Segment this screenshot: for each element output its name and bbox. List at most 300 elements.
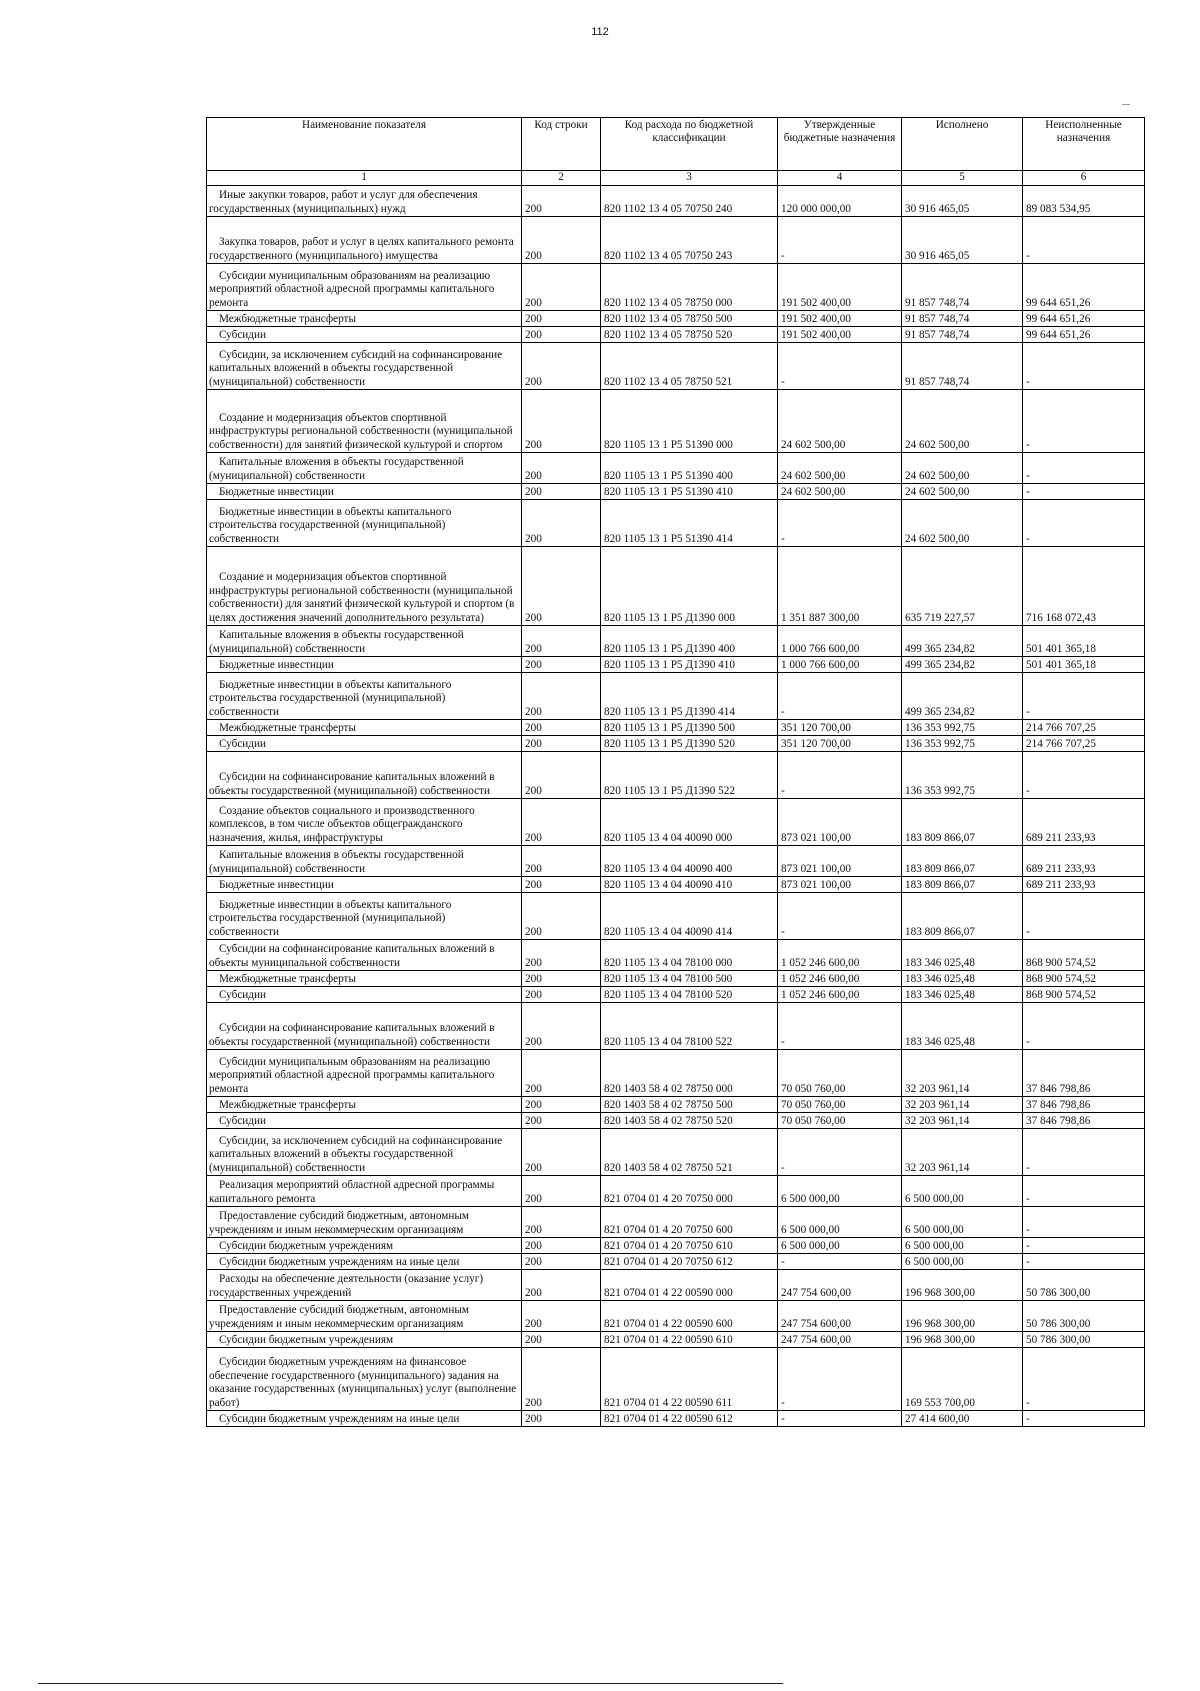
expense-code-cell: 821 0704 01 4 20 70750 600 (601, 1207, 778, 1238)
approved-cell: 873 021 100,00 (778, 846, 902, 877)
unexecuted-cell: 37 846 798,86 (1023, 1113, 1145, 1129)
approved-cell: 24 602 500,00 (778, 390, 902, 453)
indicator-label: Бюджетные инвестиции (219, 878, 334, 891)
executed-cell: 183 809 866,07 (902, 799, 1023, 846)
unexecuted-cell: - (1023, 1207, 1145, 1238)
executed-cell: 27 414 600,00 (902, 1411, 1023, 1427)
name-cell (207, 327, 522, 343)
expense-code-cell: 820 1105 13 1 P5 51390 400 (601, 453, 778, 484)
unexecuted-cell: 689 211 233,93 (1023, 846, 1145, 877)
executed-cell: 24 602 500,00 (902, 390, 1023, 453)
indicator-label: Субсидии бюджетным учреждениям (219, 1239, 394, 1252)
name-cell (207, 1113, 522, 1129)
unexecuted-cell: - (1023, 1129, 1145, 1176)
name-cell (207, 1332, 522, 1348)
budget-execution-table (206, 117, 1145, 1427)
executed-cell: 32 203 961,14 (902, 1097, 1023, 1113)
line-code-cell: 200 (522, 1238, 601, 1254)
line-code-cell: 200 (522, 1113, 601, 1129)
name-cell (207, 1238, 522, 1254)
expense-code-cell: 820 1105 13 1 P5 Д1390 500 (601, 720, 778, 736)
line-code-cell: 200 (522, 1254, 601, 1270)
expense-code-cell: 820 1105 13 1 P5 Д1390 414 (601, 673, 778, 720)
unexecuted-cell: 99 644 651,26 (1023, 327, 1145, 343)
expense-code-cell: 820 1403 58 4 02 78750 500 (601, 1097, 778, 1113)
approved-cell: 191 502 400,00 (778, 311, 902, 327)
name-cell (207, 453, 522, 484)
name-cell (207, 311, 522, 327)
line-code-cell: 200 (522, 1301, 601, 1332)
indicator-label: Предоставление субсидий бюджетным, автономным учреждениям и иным некоммерческим организациям (209, 1304, 469, 1330)
table-row (207, 547, 1145, 626)
executed-cell: 136 353 992,75 (902, 720, 1023, 736)
approved-cell: - (778, 217, 902, 264)
name-cell (207, 343, 522, 390)
approved-cell: 6 500 000,00 (778, 1176, 902, 1207)
name-cell (207, 1254, 522, 1270)
executed-cell: 196 968 300,00 (902, 1332, 1023, 1348)
table-row (207, 1097, 1145, 1113)
indicator-label: Субсидии на софинансирование капитальных вложений в объекты государственной (муниципальной) собственности (209, 1022, 495, 1048)
executed-cell: 91 857 748,74 (902, 264, 1023, 311)
expense-code-cell: 820 1105 13 1 P5 Д1390 522 (601, 752, 778, 799)
name-cell (207, 799, 522, 846)
expense-code-cell: 820 1102 13 4 05 78750 520 (601, 327, 778, 343)
name-cell (207, 736, 522, 752)
indicator-label: Создание и модернизация объектов спортивной инфраструктуры региональной собственности (муниципальной собственности) для занятий физической культурой и спортом (в целях достижения значений дополнительного результата) (209, 571, 515, 624)
line-code-cell: 200 (522, 1176, 601, 1207)
indicator-label: Бюджетные инвестиции (219, 658, 334, 671)
line-code-cell: 200 (522, 311, 601, 327)
table-row (207, 186, 1145, 217)
name-cell (207, 186, 522, 217)
approved-cell: 120 000 000,00 (778, 186, 902, 217)
executed-cell: 6 500 000,00 (902, 1207, 1023, 1238)
indicator-label: Капитальные вложения в объекты государственной (муниципальной) собственности (209, 629, 464, 655)
col-number: 1 (207, 171, 522, 186)
line-code-cell: 200 (522, 186, 601, 217)
approved-cell: 873 021 100,00 (778, 877, 902, 893)
approved-cell: 247 754 600,00 (778, 1301, 902, 1332)
page-number: 112 (591, 26, 609, 38)
line-code-cell: 200 (522, 500, 601, 547)
col-number: 2 (522, 171, 601, 186)
table-row (207, 799, 1145, 846)
expense-code-cell: 820 1105 13 4 04 40090 414 (601, 893, 778, 940)
indicator-label: Предоставление субсидий бюджетным, автономным учреждениям и иным некоммерческим организациям (209, 1210, 469, 1236)
col-number: 4 (778, 171, 902, 186)
unexecuted-cell: - (1023, 1238, 1145, 1254)
line-code-cell: 200 (522, 1348, 601, 1411)
unexecuted-cell: - (1023, 673, 1145, 720)
unexecuted-cell: - (1023, 343, 1145, 390)
table-row (207, 453, 1145, 484)
line-code-cell: 200 (522, 390, 601, 453)
indicator-label: Субсидии (219, 1114, 266, 1127)
unexecuted-cell: - (1023, 1254, 1145, 1270)
executed-cell: 91 857 748,74 (902, 343, 1023, 390)
table-row (207, 877, 1145, 893)
name-cell (207, 1003, 522, 1050)
indicator-label: Субсидии бюджетным учреждениям (219, 1333, 394, 1346)
line-code-cell: 200 (522, 484, 601, 500)
unexecuted-cell: 99 644 651,26 (1023, 311, 1145, 327)
expense-code-cell: 820 1105 13 1 P5 Д1390 000 (601, 547, 778, 626)
approved-cell: - (778, 500, 902, 547)
unexecuted-cell: 868 900 574,52 (1023, 940, 1145, 971)
table-row (207, 1348, 1145, 1411)
name-cell (207, 484, 522, 500)
table-row (207, 1332, 1145, 1348)
unexecuted-cell: 37 846 798,86 (1023, 1050, 1145, 1097)
table-row (207, 390, 1145, 453)
table-row (207, 1254, 1145, 1270)
approved-cell: 6 500 000,00 (778, 1207, 902, 1238)
indicator-label: Субсидии на софинансирование капитальных вложений в объекты муниципальной собственности (209, 943, 495, 969)
line-code-cell: 200 (522, 940, 601, 971)
name-cell (207, 752, 522, 799)
approved-cell: 191 502 400,00 (778, 327, 902, 343)
approved-cell: 70 050 760,00 (778, 1050, 902, 1097)
approved-cell: 70 050 760,00 (778, 1113, 902, 1129)
executed-cell: 30 916 465,05 (902, 217, 1023, 264)
unexecuted-cell: 37 846 798,86 (1023, 1097, 1145, 1113)
name-cell (207, 500, 522, 547)
line-code-cell: 200 (522, 626, 601, 657)
name-cell (207, 1348, 522, 1411)
name-cell (207, 1050, 522, 1097)
expense-code-cell: 820 1105 13 1 P5 Д1390 520 (601, 736, 778, 752)
executed-cell: 183 346 025,48 (902, 971, 1023, 987)
approved-cell: - (778, 1254, 902, 1270)
approved-cell: - (778, 1129, 902, 1176)
indicator-label: Капитальные вложения в объекты государственной (муниципальной) собственности (209, 456, 464, 482)
expense-code-cell: 821 0704 01 4 22 00590 612 (601, 1411, 778, 1427)
approved-cell: 873 021 100,00 (778, 799, 902, 846)
bottom-rule (38, 1683, 783, 1684)
table-row (207, 893, 1145, 940)
indicator-label: Субсидии, за исключением субсидий на софинансирование капитальных вложений в объекты государственной (муниципальной) собственности (209, 1134, 503, 1174)
expense-code-cell: 820 1105 13 1 P5 51390 414 (601, 500, 778, 547)
executed-cell: 196 968 300,00 (902, 1301, 1023, 1332)
table-header-row (207, 118, 1145, 171)
indicator-label: Субсидии (219, 988, 266, 1001)
name-cell (207, 971, 522, 987)
unexecuted-cell: 716 168 072,43 (1023, 547, 1145, 626)
executed-cell: 183 809 866,07 (902, 893, 1023, 940)
table-row (207, 1301, 1145, 1332)
expense-code-cell: 820 1105 13 4 04 40090 410 (601, 877, 778, 893)
executed-cell: 499 365 234,82 (902, 673, 1023, 720)
unexecuted-cell: 214 766 707,25 (1023, 720, 1145, 736)
table-row (207, 720, 1145, 736)
executed-cell: 499 365 234,82 (902, 657, 1023, 673)
line-code-cell: 200 (522, 1003, 601, 1050)
approved-cell: - (778, 893, 902, 940)
approved-cell: - (778, 673, 902, 720)
unexecuted-cell: 868 900 574,52 (1023, 971, 1145, 987)
name-cell (207, 657, 522, 673)
unexecuted-cell: - (1023, 752, 1145, 799)
table-row (207, 264, 1145, 311)
indicator-label: Субсидии бюджетным учреждениям на финансовое обеспечение государственного (муниципального) задания на оказание государственных (муниципальных) услуг (выполнение работ) (209, 1356, 517, 1409)
unexecuted-cell: 50 786 300,00 (1023, 1332, 1145, 1348)
table-row (207, 311, 1145, 327)
approved-cell: 1 000 766 600,00 (778, 626, 902, 657)
table-row (207, 971, 1145, 987)
name-cell (207, 390, 522, 453)
executed-cell: 6 500 000,00 (902, 1254, 1023, 1270)
expense-code-cell: 820 1105 13 1 P5 Д1390 410 (601, 657, 778, 673)
approved-cell: 1 052 246 600,00 (778, 940, 902, 971)
line-code-cell: 200 (522, 327, 601, 343)
approved-cell: 247 754 600,00 (778, 1332, 902, 1348)
table-row (207, 1176, 1145, 1207)
table-row (207, 846, 1145, 877)
unexecuted-cell: 501 401 365,18 (1023, 657, 1145, 673)
line-code-cell: 200 (522, 1097, 601, 1113)
col-number: 6 (1023, 171, 1145, 186)
expense-code-cell: 820 1102 13 4 05 78750 500 (601, 311, 778, 327)
executed-cell: 196 968 300,00 (902, 1270, 1023, 1301)
table-row (207, 1003, 1145, 1050)
executed-cell: 183 346 025,48 (902, 940, 1023, 971)
executed-cell: 499 365 234,82 (902, 626, 1023, 657)
expense-code-cell: 820 1403 58 4 02 78750 520 (601, 1113, 778, 1129)
executed-cell: 91 857 748,74 (902, 327, 1023, 343)
line-code-cell: 200 (522, 736, 601, 752)
line-code-cell: 200 (522, 673, 601, 720)
unexecuted-cell: 89 083 534,95 (1023, 186, 1145, 217)
executed-cell: 24 602 500,00 (902, 453, 1023, 484)
col-header-unexecuted: Неисполненные назначения (1023, 118, 1145, 171)
unexecuted-cell: 214 766 707,25 (1023, 736, 1145, 752)
approved-cell: 351 120 700,00 (778, 736, 902, 752)
executed-cell: 136 353 992,75 (902, 752, 1023, 799)
table-row (207, 343, 1145, 390)
line-code-cell: 200 (522, 987, 601, 1003)
indicator-label: Субсидии муниципальным образованиям на реализацию мероприятий областной адресной программы капитального ремонта (209, 269, 495, 309)
name-cell (207, 1097, 522, 1113)
indicator-label: Субсидии (219, 328, 266, 341)
table-row (207, 217, 1145, 264)
table-row (207, 626, 1145, 657)
indicator-label: Межбюджетные трансферты (219, 1098, 356, 1111)
unexecuted-cell: - (1023, 217, 1145, 264)
table-row (207, 1238, 1145, 1254)
name-cell (207, 217, 522, 264)
name-cell (207, 720, 522, 736)
name-cell (207, 877, 522, 893)
executed-cell: 24 602 500,00 (902, 500, 1023, 547)
table-row (207, 657, 1145, 673)
unexecuted-cell: 99 644 651,26 (1023, 264, 1145, 311)
name-cell (207, 547, 522, 626)
executed-cell: 32 203 961,14 (902, 1050, 1023, 1097)
expense-code-cell: 821 0704 01 4 22 00590 000 (601, 1270, 778, 1301)
line-code-cell: 200 (522, 264, 601, 311)
approved-cell: - (778, 752, 902, 799)
approved-cell: 24 602 500,00 (778, 484, 902, 500)
expense-code-cell: 820 1105 13 4 04 78100 500 (601, 971, 778, 987)
line-code-cell: 200 (522, 657, 601, 673)
expense-code-cell: 820 1403 58 4 02 78750 521 (601, 1129, 778, 1176)
approved-cell: 1 052 246 600,00 (778, 971, 902, 987)
indicator-label: Субсидии бюджетным учреждениям на иные цели (219, 1255, 460, 1268)
unexecuted-cell: - (1023, 1411, 1145, 1427)
expense-code-cell: 820 1105 13 1 P5 51390 410 (601, 484, 778, 500)
indicator-label: Субсидии (219, 737, 266, 750)
unexecuted-cell: 50 786 300,00 (1023, 1270, 1145, 1301)
table-row (207, 673, 1145, 720)
indicator-label: Создание и модернизация объектов спортивной инфраструктуры региональной собственности (муниципальной собственности) для занятий физической культурой и спортом (209, 411, 513, 451)
indicator-label: Межбюджетные трансферты (219, 972, 356, 985)
line-code-cell: 200 (522, 752, 601, 799)
expense-code-cell: 820 1105 13 4 04 78100 520 (601, 987, 778, 1003)
indicator-label: Субсидии бюджетным учреждениям на иные цели (219, 1412, 460, 1425)
col-header-expense-code: Код расхода по бюджетной классификации (601, 118, 778, 171)
executed-cell: 136 353 992,75 (902, 736, 1023, 752)
unexecuted-cell: - (1023, 484, 1145, 500)
executed-cell: 6 500 000,00 (902, 1176, 1023, 1207)
name-cell (207, 1301, 522, 1332)
col-number: 3 (601, 171, 778, 186)
expense-code-cell: 821 0704 01 4 22 00590 610 (601, 1332, 778, 1348)
expense-code-cell: 820 1102 13 4 05 70750 240 (601, 186, 778, 217)
executed-cell: 6 500 000,00 (902, 1238, 1023, 1254)
line-code-cell: 200 (522, 1270, 601, 1301)
unexecuted-cell: 868 900 574,52 (1023, 987, 1145, 1003)
line-code-cell: 200 (522, 1050, 601, 1097)
line-code-cell: 200 (522, 1332, 601, 1348)
table-row (207, 484, 1145, 500)
approved-cell: 1 000 766 600,00 (778, 657, 902, 673)
name-cell (207, 1411, 522, 1427)
name-cell (207, 1129, 522, 1176)
table-row (207, 1411, 1145, 1427)
table-body (207, 186, 1145, 1427)
name-cell (207, 1207, 522, 1238)
col-number: 5 (902, 171, 1023, 186)
indicator-label: Субсидии, за исключением субсидий на софинансирование капитальных вложений в объекты государственной (муниципальной) собственности (209, 348, 503, 388)
indicator-label: Капитальные вложения в объекты государственной (муниципальной) собственности (209, 849, 464, 875)
unexecuted-cell: - (1023, 500, 1145, 547)
expense-code-cell: 820 1105 13 4 04 40090 000 (601, 799, 778, 846)
line-code-cell: 200 (522, 877, 601, 893)
indicator-label: Межбюджетные трансферты (219, 312, 356, 325)
expense-code-cell: 821 0704 01 4 20 70750 612 (601, 1254, 778, 1270)
approved-cell: - (778, 1411, 902, 1427)
column-number-row (207, 171, 1145, 186)
approved-cell: 70 050 760,00 (778, 1097, 902, 1113)
line-code-cell: 200 (522, 343, 601, 390)
executed-cell: 183 346 025,48 (902, 987, 1023, 1003)
expense-code-cell: 820 1102 13 4 05 78750 521 (601, 343, 778, 390)
col-header-name: Наименование показателя (207, 118, 522, 171)
table-row (207, 1207, 1145, 1238)
executed-cell: 183 809 866,07 (902, 877, 1023, 893)
approved-cell: - (778, 343, 902, 390)
indicator-label: Межбюджетные трансферты (219, 721, 356, 734)
unexecuted-cell: 501 401 365,18 (1023, 626, 1145, 657)
executed-cell: 169 553 700,00 (902, 1348, 1023, 1411)
approved-cell: 24 602 500,00 (778, 453, 902, 484)
expense-code-cell: 821 0704 01 4 20 70750 610 (601, 1238, 778, 1254)
expense-code-cell: 820 1105 13 4 04 78100 522 (601, 1003, 778, 1050)
executed-cell: 91 857 748,74 (902, 311, 1023, 327)
table-row (207, 1129, 1145, 1176)
name-cell (207, 1176, 522, 1207)
line-code-cell: 200 (522, 547, 601, 626)
unexecuted-cell: 50 786 300,00 (1023, 1301, 1145, 1332)
name-cell (207, 626, 522, 657)
expense-code-cell: 821 0704 01 4 22 00590 600 (601, 1301, 778, 1332)
indicator-label: Реализация мероприятий областной адресной программы капитального ремонта (209, 1179, 495, 1205)
table-row (207, 736, 1145, 752)
approved-cell: - (778, 1003, 902, 1050)
expense-code-cell: 820 1403 58 4 02 78750 000 (601, 1050, 778, 1097)
expense-code-cell: 820 1105 13 1 P5 Д1390 400 (601, 626, 778, 657)
table-row (207, 752, 1145, 799)
approved-cell: 6 500 000,00 (778, 1238, 902, 1254)
line-code-cell: 200 (522, 971, 601, 987)
unexecuted-cell: 689 211 233,93 (1023, 799, 1145, 846)
unexecuted-cell: - (1023, 453, 1145, 484)
executed-cell: 635 719 227,57 (902, 547, 1023, 626)
expense-code-cell: 820 1102 13 4 05 70750 243 (601, 217, 778, 264)
approved-cell: 191 502 400,00 (778, 264, 902, 311)
name-cell (207, 264, 522, 311)
indicator-label: Бюджетные инвестиции (219, 485, 334, 498)
indicator-label: Субсидии на софинансирование капитальных вложений в объекты государственной (муниципальной) собственности (209, 771, 495, 797)
line-code-cell: 200 (522, 453, 601, 484)
approved-cell: 1 351 887 300,00 (778, 547, 902, 626)
approved-cell: 247 754 600,00 (778, 1270, 902, 1301)
table-row (207, 1050, 1145, 1097)
expense-code-cell: 820 1105 13 1 P5 51390 000 (601, 390, 778, 453)
table-row (207, 327, 1145, 343)
indicator-label: Закупка товаров, работ и услуг в целях капитального ремонта государственного (муниципального) имущества (209, 236, 514, 262)
unexecuted-cell: - (1023, 1003, 1145, 1050)
scan-mark (1122, 104, 1130, 105)
indicator-label: Субсидии муниципальным образованиям на реализацию мероприятий областной адресной программы капитального ремонта (209, 1055, 495, 1095)
executed-cell: 183 346 025,48 (902, 1003, 1023, 1050)
col-header-executed: Исполнено (902, 118, 1023, 171)
expense-code-cell: 821 0704 01 4 22 00590 611 (601, 1348, 778, 1411)
unexecuted-cell: 689 211 233,93 (1023, 877, 1145, 893)
approved-cell: - (778, 1348, 902, 1411)
table-row (207, 1270, 1145, 1301)
executed-cell: 32 203 961,14 (902, 1129, 1023, 1176)
line-code-cell: 200 (522, 720, 601, 736)
line-code-cell: 200 (522, 1411, 601, 1427)
indicator-label: Бюджетные инвестиции в объекты капитального строительства государственной (муниципальной) собственности (209, 505, 452, 545)
col-header-approved: Утвержденные бюджетные назначения (778, 118, 902, 171)
table-row (207, 940, 1145, 971)
line-code-cell: 200 (522, 217, 601, 264)
name-cell (207, 987, 522, 1003)
table-row (207, 1113, 1145, 1129)
expense-code-cell: 820 1105 13 4 04 78100 000 (601, 940, 778, 971)
name-cell (207, 1270, 522, 1301)
indicator-label: Бюджетные инвестиции в объекты капитального строительства государственной (муниципальной) собственности (209, 678, 452, 718)
executed-cell: 24 602 500,00 (902, 484, 1023, 500)
name-cell (207, 893, 522, 940)
indicator-label: Создание объектов социального и производственного комплексов, в том числе объектов общегражданского назначения, жилья, инфраструктуры (209, 804, 475, 844)
indicator-label: Бюджетные инвестиции в объекты капитального строительства государственной (муниципальной) собственности (209, 898, 452, 938)
expense-code-cell: 820 1105 13 4 04 40090 400 (601, 846, 778, 877)
line-code-cell: 200 (522, 846, 601, 877)
